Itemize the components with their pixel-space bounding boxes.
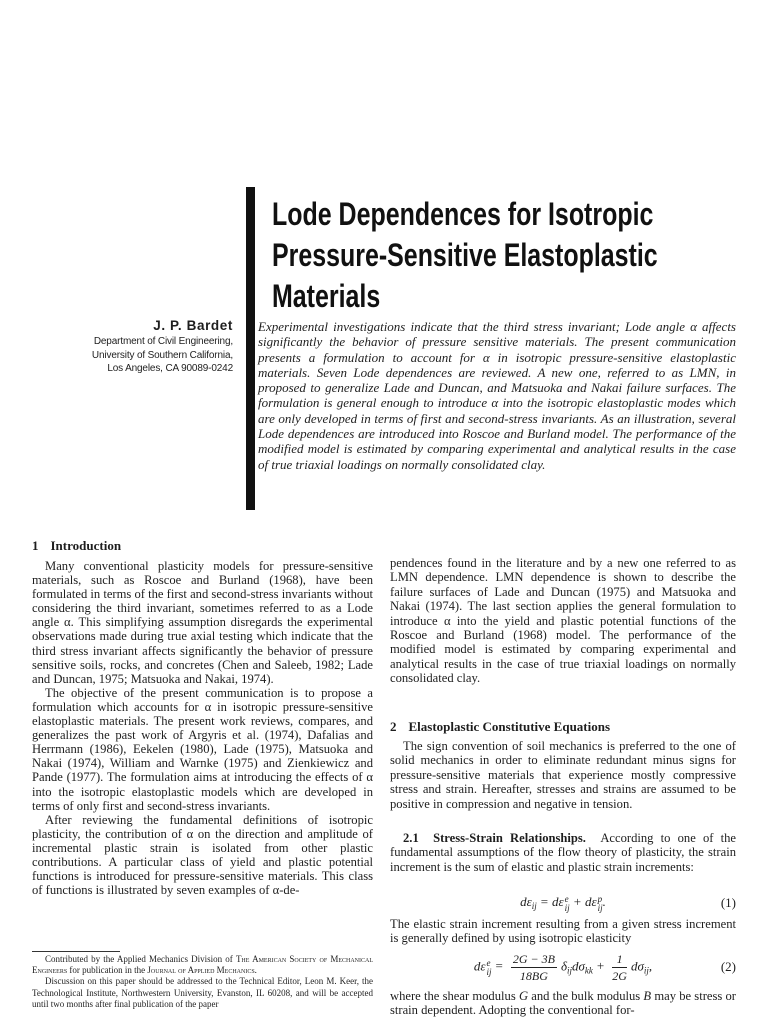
subsection-2-1 [390, 831, 736, 874]
eq1-elastic-d-epsilon: dε [552, 893, 564, 909]
footnote-text: for publication in the [67, 965, 148, 976]
eq2-lhs-superscript: e [486, 957, 491, 968]
footnote-text: Contributed by the Applied Mechanics Division of [45, 954, 236, 964]
eq2-kronecker-delta: δ [560, 957, 567, 973]
section-2-body [390, 739, 736, 811]
eq2-fraction-2-numerator: 1 [612, 952, 627, 968]
eq2-d-sigma: dσ [630, 957, 644, 973]
section-2-heading [390, 719, 610, 735]
paragraph [390, 831, 736, 874]
footnotes [32, 954, 373, 1010]
shear-modulus-symbol: G [518, 989, 529, 1003]
title-line: Lode Dependences for Isotropic [272, 196, 654, 232]
eq2-lhs-subscript: ij [486, 966, 492, 977]
affiliation-line: University of Southern California, [91, 349, 233, 361]
journal-name: Journal of Applied Mechanics [147, 965, 255, 976]
eq1-plastic-superscript: p [597, 893, 603, 904]
moduli-text [390, 989, 736, 1018]
text-run: may be stress or strain dependent. Adopting the conventional for- [390, 989, 736, 1018]
equation-1-number: (1) [720, 895, 736, 910]
paragraph: pendences found in the literature and by a new one referred to as LMN dependence. LMN dependence is shown to describe the failure surfaces of Lade and Duncan (1975) and Matsuoka and Nakai (1974). The last section applies the general formulation to introduce α into the yield and plastic potential functions of the Roscoe and Burland (1968) model. The performance of the modified model is estimated by comparing experimental and analytical results in the case of true triaxial loadings on normally consolidated clay. [390, 556, 736, 686]
title-line: Pressure-Sensitive Elastoplastic [272, 237, 658, 273]
bulk-modulus-symbol: B [643, 989, 652, 1003]
eq1-equals: = [540, 893, 549, 909]
section-number: 1 [32, 538, 39, 553]
equation-2-number: (2) [720, 959, 736, 974]
eq2-plus: + [596, 957, 605, 973]
footnote-contributed [32, 954, 373, 976]
subsection-title: Stress-Strain Relationships. [433, 831, 586, 845]
paragraph: The elastic strain increment resulting from a given stress increment is generally defined by using isotropic elasticity [390, 917, 736, 946]
paragraph: Many conventional plasticity models for pressure-sensitive materials, such as Roscoe and Burland (1968), have been formulated in terms of the first and second-stress invariants without considering the third invariant, sometimes referred to as a Lode angle α. This simplifying assumption disregards the experimental observations made during true axial testing which indicate that the third stress invariant affects significantly the behavior of pressure sensitive soils, rocks, and concretes (Chen and Saleeb, 1982; Lade and Duncan, 1975; Matsuoka and Nakai, 1974). [32, 559, 374, 686]
eq1-elastic-subscript: ij [564, 902, 570, 913]
subsection-number: 2.1 [403, 831, 419, 845]
eq2-fraction-2-denominator: 2G [612, 968, 627, 983]
eq2-sigma-subscript: kk [584, 964, 593, 975]
eq2-fraction-1 [511, 952, 557, 983]
section-1-heading [32, 538, 121, 554]
eq1-plus: + [573, 893, 582, 909]
eq2-comma: , [648, 957, 653, 973]
eq1-elastic-indices [565, 895, 570, 913]
section-title: Elastoplastic Constitutive Equations [408, 719, 611, 734]
eq1-plastic-subscript: ij [597, 902, 603, 913]
paragraph [390, 989, 736, 1018]
eq2-fraction-1-denominator: 18BG [519, 968, 548, 983]
eq1-plastic-d-epsilon: dε [585, 893, 597, 909]
eq2-d-sigma: dσ [572, 957, 585, 973]
footnote-discussion: Discussion on this paper should be addressed to the Technical Editor, Leon M. Keer, the Technological Institute, Northwestern University, Evanston, IL 60208, and will be accepted until two months after final publication of the paper [32, 976, 373, 1009]
title-line: Materials [272, 278, 381, 314]
eq2-sigma-subscript: ij [643, 964, 649, 975]
affiliation-line: Department of Civil Engineering, [93, 336, 233, 347]
eq1-period: . [602, 893, 606, 909]
eq2-lhs-indices [486, 959, 491, 977]
elastic-increment-text [390, 917, 736, 946]
eq2-delta-subscript: ij [566, 964, 572, 975]
equation-2-expression [474, 952, 652, 983]
eq1-lhs-subscript: ij [531, 900, 537, 911]
right-column-continuation [390, 556, 736, 686]
society-name: The American Society of Mechanical Engineers [32, 954, 373, 976]
text-run: where the shear modulus [390, 989, 519, 1003]
paper-title [272, 194, 742, 317]
section-number: 2 [390, 719, 397, 734]
text-run: and the bulk modulus [528, 989, 644, 1003]
equation-1-expression [520, 894, 606, 913]
footnote-rule [32, 951, 120, 952]
eq2-fraction-1-numerator: 2G − 3B [512, 951, 555, 966]
eq2-fraction-2 [612, 952, 627, 983]
eq1-elastic-superscript: e [564, 893, 569, 904]
author-block [92, 317, 233, 376]
left-column [32, 559, 373, 897]
paragraph: The sign convention of soil mechanics is preferred to the one of solid mechanics in order to eliminate redundant minus signs for pressure-sensitive materials that experience mostly compressive stress and strain. Hereafter, stresses and strains are assumed to be positive in compression and negative in tension. [390, 739, 736, 811]
paragraph: After reviewing the fundamental definitions of isotropic plasticity, the contribution of α on the direction and amplitude of incremental plastic strain is isolated from other plastic contributions. A particular class of yield and plastic potential functions is introduced for pressure-sensitive materials. This class of functions is illustrated by seven examples of α-de- [32, 812, 373, 898]
title-rule [246, 187, 255, 510]
equation-2 [390, 946, 736, 988]
affiliation-line: Los Angeles, CA 90089-0242 [107, 363, 233, 374]
equation-1 [390, 893, 736, 913]
author-name: J. P. Bardet [153, 318, 233, 333]
section-title: Introduction [50, 538, 122, 553]
abstract: Experimental investigations indicate that the third stress invariant; Lode angle α affects significantly the behavior of pressure sensitive materials. The present communication presents a formulation to account for α in isotropic pressure-sensitive elastoplastic materials. Seven Lode dependences are reviewed. A new one, referred to as LMN, in proposed to generalize Lade and Duncan, and Matsuoka and Nakai failure surfaces. The formulation is general enough to introduce α into the isotropic elastoplastic modes which are only developed in terms of first and second-stress invariants. As an illustration, several Lode dependences are introduced into Roscoe and Burland model. The performance of the modified model is estimated by comparing experimental and analytical results in the case of true triaxial loadings on normally consolidated clay. [258, 319, 736, 472]
paragraph: The objective of the present communication is to propose a formulation which accounts for α in isotropic pressure-sensitive elastoplastic materials. The present work reviews, compares, and generalizes the past work of Argyris et al. (1974), Dafalias and Herrmann (1986), Eekelen (1980), Lade (1975), Matsuoka and Nakai (1974), William and Warnke (1975) and Zienkiewicz and Pande (1977). The formulation aims at introducing the effects of α into the isotropic elastoplastic models which are developed in terms of only first and second-stress invariants. [32, 685, 373, 813]
subsection-text: According to one of the fundamental assumptions of the flow theory of plasticity, the strain increment is the sum of elastic and plastic strain increments: [390, 831, 737, 874]
footnote-text: . [254, 965, 257, 976]
eq2-lhs-d-epsilon: dε [473, 957, 486, 973]
eq2-equals: = [495, 957, 503, 973]
eq1-lhs-d-epsilon: dε [520, 893, 532, 909]
